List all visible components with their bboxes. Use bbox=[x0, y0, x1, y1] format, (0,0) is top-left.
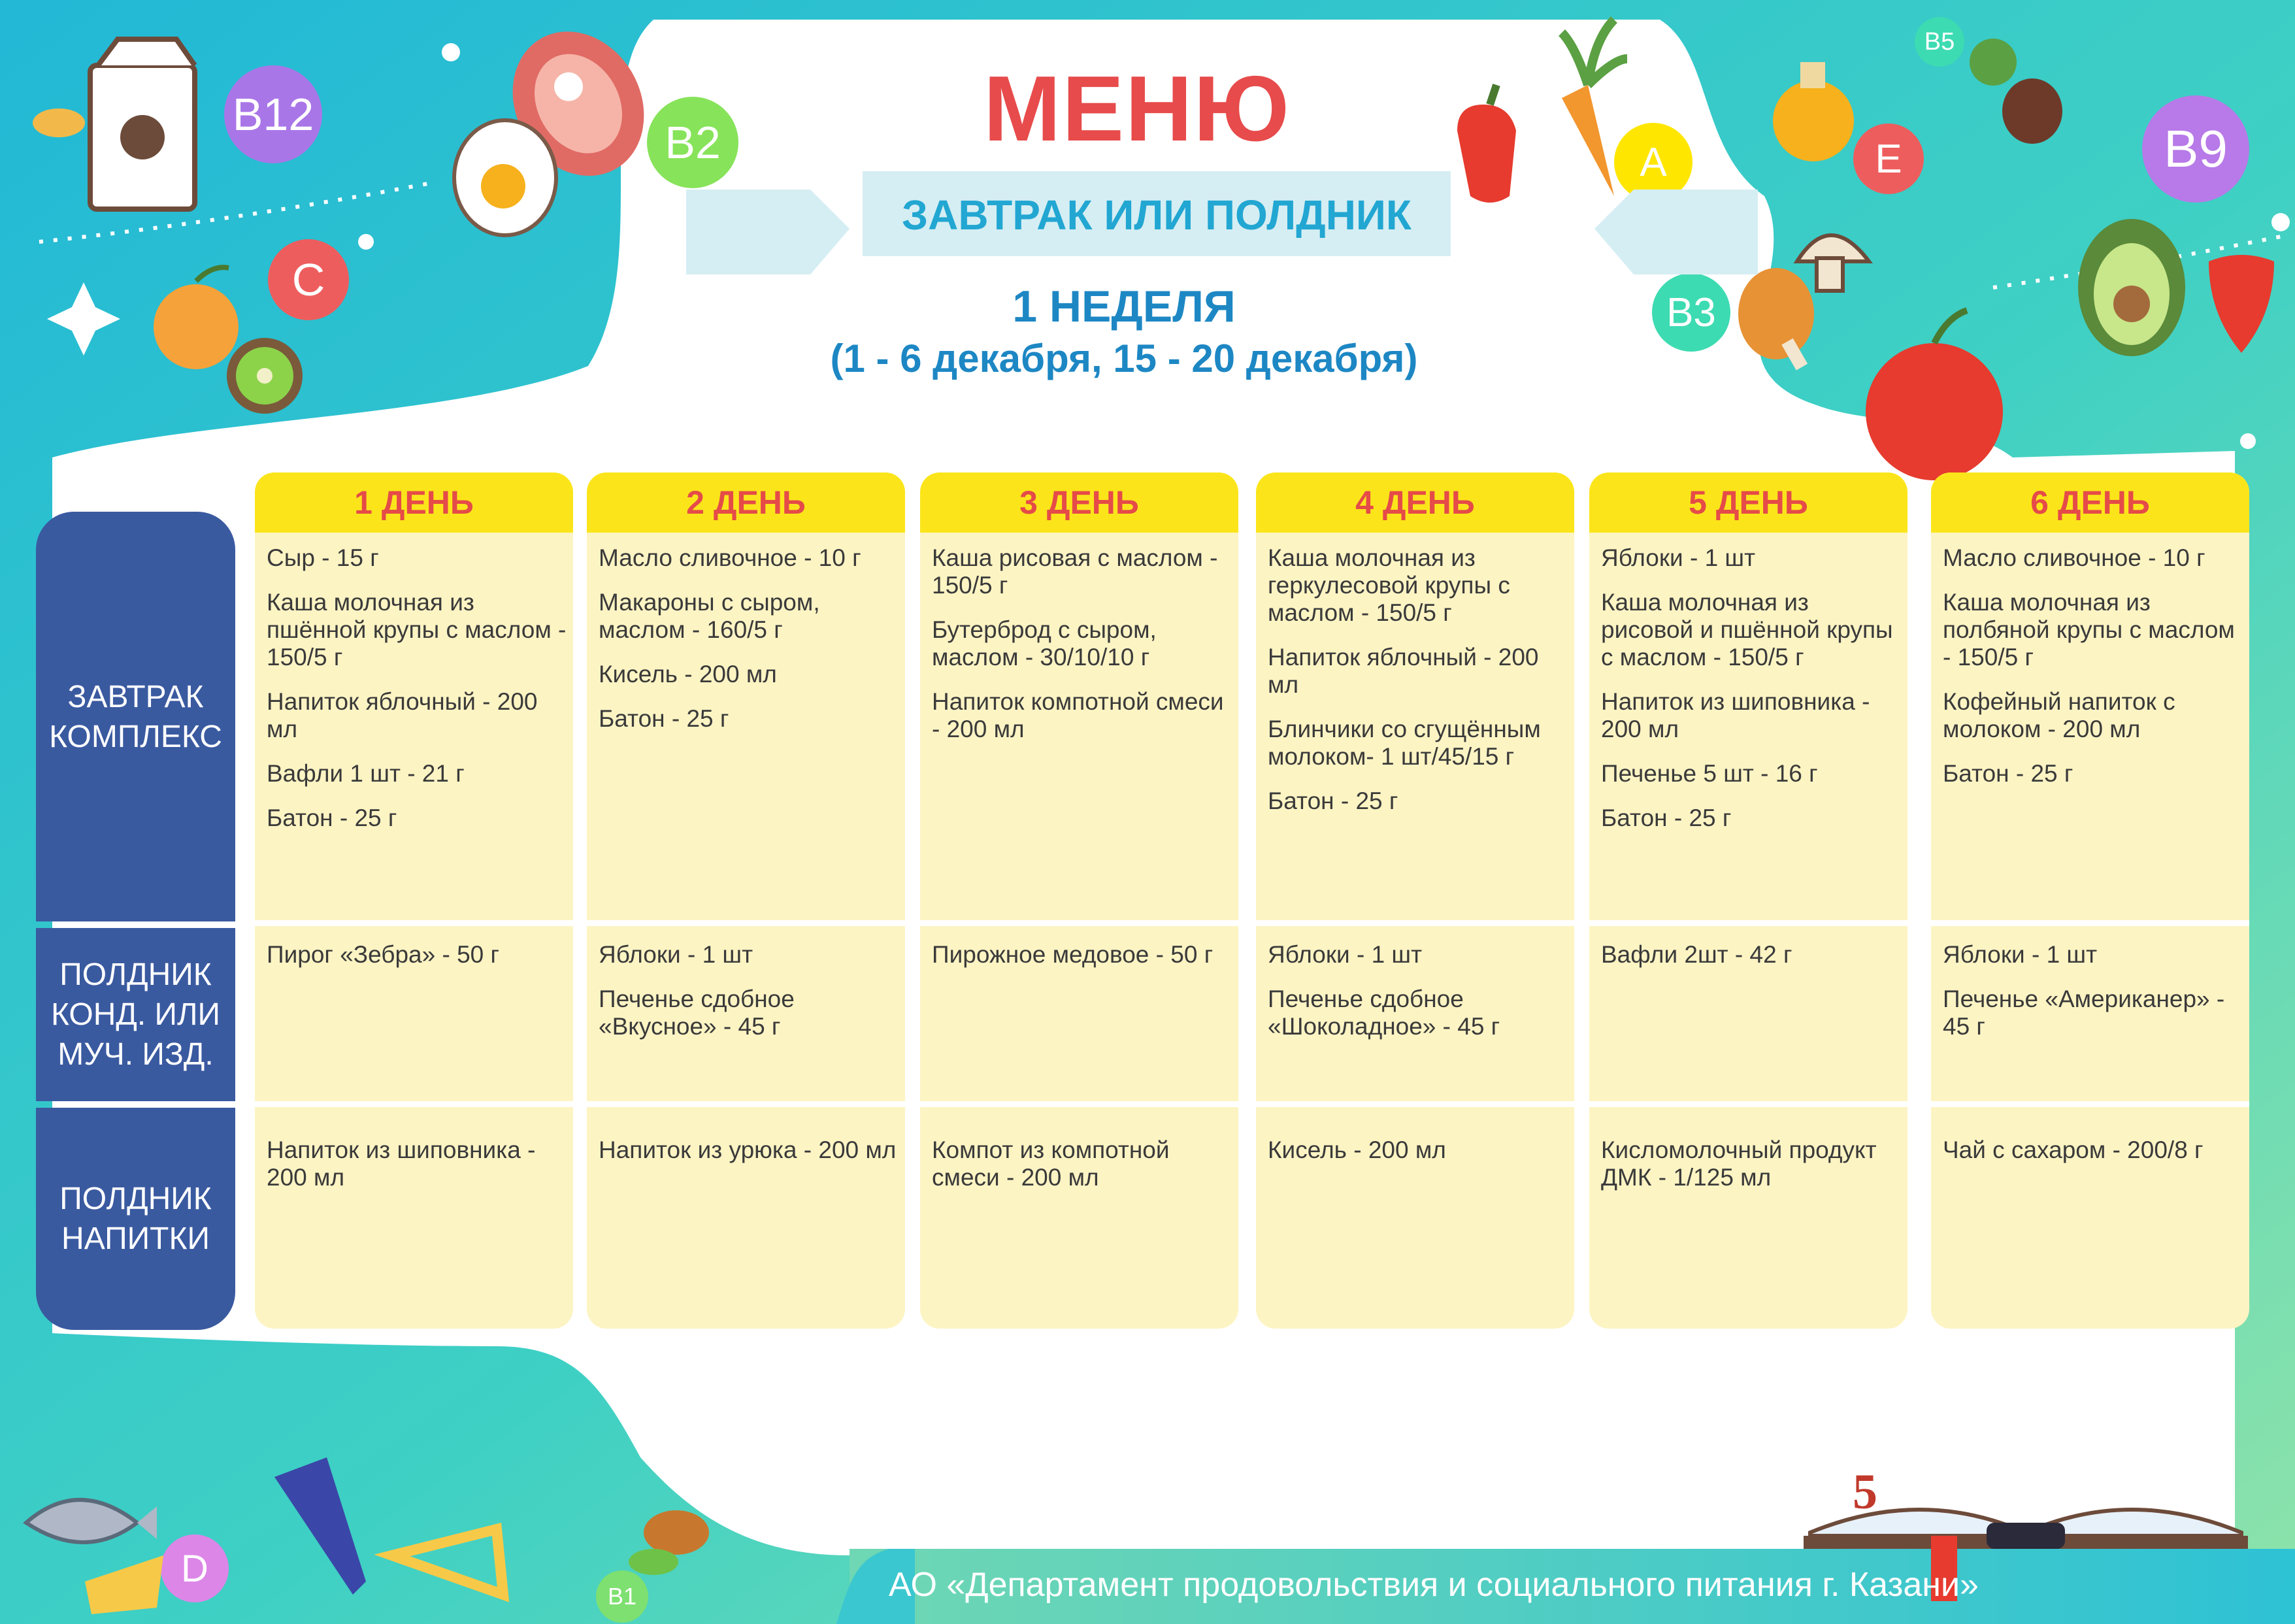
vitamin-b2-badge: B2 bbox=[665, 117, 721, 168]
menu-item: Напиток компотной смеси - 200 мл bbox=[932, 688, 1224, 742]
vitamin-b9-badge: B9 bbox=[2164, 120, 2228, 178]
menu-item: Каша молочная из рисовой и пшённой крупы с маслом - 150/5 г bbox=[1601, 589, 1893, 671]
menu-item: Блинчики со сгущённым молоком- 1 шт/45/15 г bbox=[1268, 716, 1541, 770]
day-header: 5 ДЕНЬ bbox=[1589, 472, 1907, 533]
menu-item: Кисломолочный продукт ДМК - 1/125 мл bbox=[1601, 1136, 1877, 1191]
row-separator bbox=[255, 920, 573, 926]
footer-organization: АО «Департамент продовольствия и социального питания г. Казани» bbox=[889, 1566, 1979, 1604]
day-column-3 bbox=[920, 472, 1238, 1329]
menu-item: Яблоки - 1 шт bbox=[1601, 544, 1756, 571]
menu-item: Кофейный напиток с молоком - 200 мл bbox=[1943, 688, 2175, 742]
day-header: 4 ДЕНЬ bbox=[1256, 472, 1574, 533]
drinks-cell bbox=[932, 1136, 1232, 1208]
menu-item: Масло сливочное - 10 г bbox=[599, 544, 861, 571]
drinks-cell bbox=[1268, 1136, 1568, 1181]
date-range: (1 - 6 декабря, 15 - 20 декабря) bbox=[830, 337, 1418, 380]
snack-cell bbox=[1943, 941, 2243, 1057]
row-separator bbox=[920, 1101, 1238, 1107]
menu-item: Напиток из урюка - 200 мл bbox=[599, 1136, 897, 1163]
row-separator bbox=[1589, 1101, 1907, 1107]
menu-item: Вафли 2шт - 42 г bbox=[1601, 941, 1792, 968]
row-separator bbox=[1256, 1101, 1574, 1107]
menu-item: Сыр - 15 г bbox=[267, 544, 379, 571]
day-header: 3 ДЕНЬ bbox=[920, 472, 1238, 533]
day-header: 6 ДЕНЬ bbox=[1931, 472, 2249, 533]
drinks-cell bbox=[267, 1136, 567, 1208]
menu-item: Напиток яблочный - 200 мл bbox=[1268, 644, 1539, 698]
row-separator bbox=[1931, 1101, 2249, 1107]
menu-item: Кисель - 200 мл bbox=[1268, 1136, 1446, 1163]
row-separator bbox=[1589, 920, 1907, 926]
drinks-cell bbox=[1601, 1136, 1901, 1208]
breakfast-cell bbox=[1601, 544, 1901, 849]
menu-item: Пирожное медовое - 50 г bbox=[932, 941, 1214, 968]
book-number: 5 bbox=[1853, 1465, 1877, 1519]
day-header: 2 ДЕНЬ bbox=[587, 472, 905, 533]
vitamin-b12-badge: B12 bbox=[232, 89, 314, 140]
vitamin-b1-badge: B1 bbox=[607, 1583, 637, 1610]
snack-cell bbox=[1268, 941, 1568, 1057]
menu-item: Кисель - 200 мл bbox=[599, 661, 777, 688]
menu-item: Батон - 25 г bbox=[1268, 787, 1398, 814]
day-column-1 bbox=[255, 472, 573, 1329]
menu-item: Батон - 25 г bbox=[267, 804, 397, 831]
menu-item: Чай с сахаром - 200/8 г bbox=[1943, 1136, 2204, 1163]
breakfast-cell bbox=[932, 544, 1232, 760]
vitamin-a-badge: A bbox=[1640, 139, 1667, 185]
breakfast-cell bbox=[267, 544, 567, 849]
row-separator bbox=[587, 1101, 905, 1107]
vitamin-e-badge: E bbox=[1875, 136, 1902, 182]
day-column-2 bbox=[587, 472, 905, 1329]
menu-item: Напиток из шиповника - 200 мл bbox=[1601, 688, 1870, 742]
snack-cell bbox=[932, 941, 1232, 986]
menu-item: Каша рисовая с маслом - 150/5 г bbox=[932, 544, 1218, 599]
menu-item: Каша молочная из геркулесовой крупы с маслом - 150/5 г bbox=[1268, 544, 1510, 626]
vitamin-c-badge: C bbox=[291, 254, 325, 305]
menu-item: Каша молочная из пшённой крупы с маслом - 150/5 г bbox=[267, 589, 567, 671]
menu-item: Бутерброд с сыром, маслом - 30/10/10 г bbox=[932, 616, 1157, 671]
row-separator bbox=[587, 920, 905, 926]
menu-item: Печенье 5 шт - 16 г bbox=[1601, 760, 1818, 787]
menu-item: Макароны с сыром, маслом - 160/5 г bbox=[599, 589, 820, 643]
snack-cell bbox=[599, 941, 899, 1057]
menu-item: Печенье «Американер» - 45 г bbox=[1943, 986, 2225, 1040]
menu-item: Яблоки - 1 шт bbox=[1268, 941, 1423, 968]
row-separator bbox=[255, 1101, 573, 1107]
menu-item: Батон - 25 г bbox=[1601, 804, 1732, 831]
menu-item: Каша молочная из полбяной крупы с маслом - 150/5 г bbox=[1943, 589, 2235, 671]
day-column-6 bbox=[1931, 472, 2249, 1329]
row-header-drinks: ПОЛДНИК НАПИТКИ bbox=[36, 1108, 235, 1330]
menu-item: Масло сливочное - 10 г bbox=[1943, 544, 2205, 571]
menu-item: Яблоки - 1 шт bbox=[599, 941, 753, 968]
row-header-breakfast: ЗАВТРАК КОМПЛЕКС bbox=[36, 512, 235, 921]
subtitle: ЗАВТРАК ИЛИ ПОЛДНИК bbox=[902, 191, 1412, 239]
menu-item: Напиток из шиповника - 200 мл bbox=[267, 1136, 536, 1191]
row-separator bbox=[920, 920, 1238, 926]
day-column-5 bbox=[1589, 472, 1907, 1329]
menu-item: Печенье сдобное «Вкусное» - 45 г bbox=[599, 986, 795, 1040]
breakfast-cell bbox=[1943, 544, 2243, 804]
breakfast-cell bbox=[599, 544, 899, 750]
vitamin-b3-badge: B3 bbox=[1666, 290, 1716, 335]
menu-item: Напиток яблочный - 200 мл bbox=[267, 688, 538, 742]
vitamin-b5-badge: B5 bbox=[1924, 27, 1955, 56]
row-header-snack: ПОЛДНИК КОНД. ИЛИ МУЧ. ИЗД. bbox=[36, 928, 235, 1101]
page-title: МЕНЮ bbox=[983, 57, 1291, 161]
menu-item: Печенье сдобное «Шоколадное» - 45 г bbox=[1268, 986, 1500, 1040]
row-separator bbox=[1931, 920, 2249, 926]
drinks-cell bbox=[599, 1136, 899, 1181]
day-column-4 bbox=[1256, 472, 1574, 1329]
snack-cell bbox=[267, 941, 567, 986]
day-header: 1 ДЕНЬ bbox=[255, 472, 573, 533]
row-separator bbox=[1256, 920, 1574, 926]
menu-item: Батон - 25 г bbox=[599, 705, 729, 732]
menu-item: Яблоки - 1 шт bbox=[1943, 941, 2098, 968]
drinks-cell bbox=[1943, 1136, 2243, 1181]
menu-item: Вафли 1 шт - 21 г bbox=[267, 760, 465, 787]
menu-item: Компот из компотной смеси - 200 мл bbox=[932, 1136, 1170, 1191]
snack-cell bbox=[1601, 941, 1901, 986]
week-label: 1 НЕДЕЛЯ bbox=[1012, 282, 1236, 331]
vitamin-d-badge: D bbox=[181, 1547, 208, 1590]
menu-item: Пирог «Зебра» - 50 г bbox=[267, 941, 500, 968]
breakfast-cell bbox=[1268, 544, 1568, 832]
menu-item: Батон - 25 г bbox=[1943, 760, 2073, 787]
